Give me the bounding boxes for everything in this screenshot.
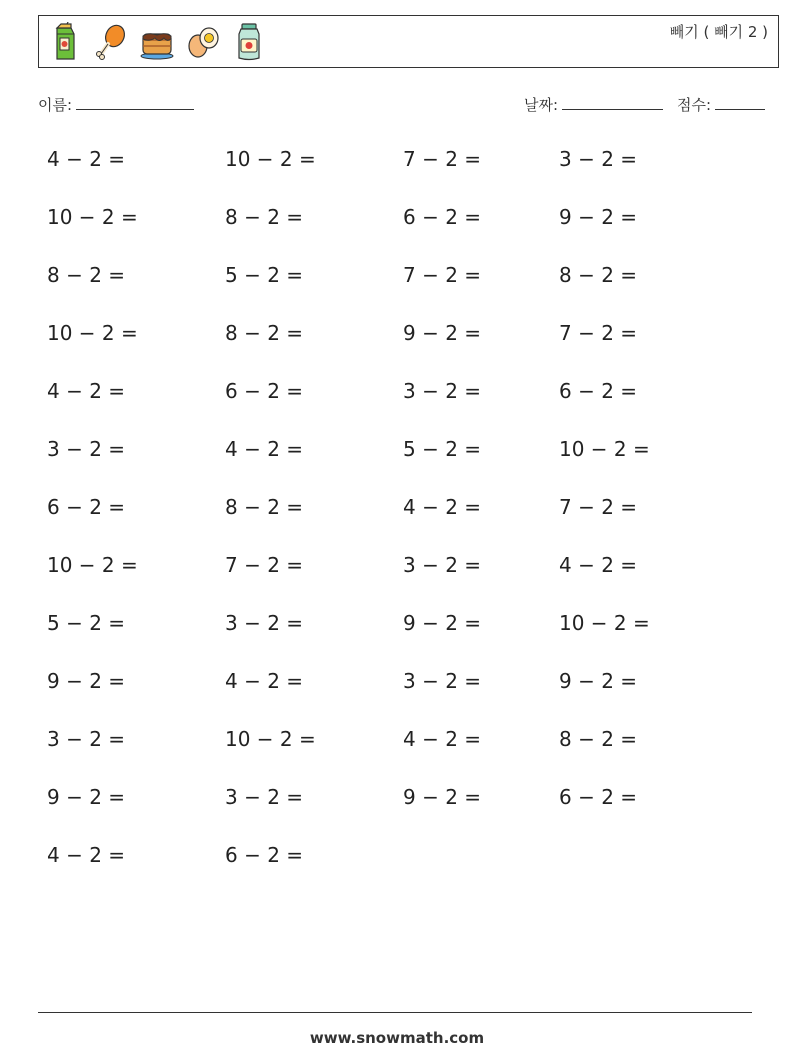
- problem-item: 4 − 2 =: [47, 379, 126, 403]
- problem-item: 6 − 2 =: [47, 495, 126, 519]
- problem-item: 10 − 2 =: [225, 147, 316, 171]
- jam-jar-icon: [231, 22, 267, 62]
- problem-item: 3 − 2 =: [403, 553, 482, 577]
- problem-item: 6 − 2 =: [559, 379, 638, 403]
- score-label: 점수:: [677, 96, 712, 114]
- problem-item: 3 − 2 =: [47, 727, 126, 751]
- problem-item: 8 − 2 =: [47, 263, 126, 287]
- footer-divider: [38, 1012, 752, 1013]
- problem-item: 4 − 2 =: [225, 669, 304, 693]
- problem-item: 9 − 2 =: [559, 669, 638, 693]
- problem-item: 3 − 2 =: [225, 611, 304, 635]
- date-field: [524, 94, 663, 115]
- juice-carton-icon: [47, 22, 83, 62]
- problem-item: 9 − 2 =: [559, 205, 638, 229]
- problem-item: 10 − 2 =: [47, 553, 138, 577]
- problem-item: 4 − 2 =: [559, 553, 638, 577]
- problem-item: 9 − 2 =: [403, 321, 482, 345]
- problem-item: 6 − 2 =: [559, 785, 638, 809]
- problem-item: 8 − 2 =: [559, 263, 638, 287]
- problem-item: 7 − 2 =: [225, 553, 304, 577]
- footer-url: www.snowmath.com: [309, 1029, 485, 1047]
- pancake-stack-icon: [139, 22, 175, 62]
- problem-item: 10 − 2 =: [559, 611, 650, 635]
- problem-item: 8 − 2 =: [559, 727, 638, 751]
- problem-item: 3 − 2 =: [403, 379, 482, 403]
- problem-item: 5 − 2 =: [47, 611, 126, 635]
- problem-item: 7 − 2 =: [403, 263, 482, 287]
- problem-item: 7 − 2 =: [403, 147, 482, 171]
- eggs-icon: [185, 22, 221, 62]
- problem-item: 9 − 2 =: [403, 611, 482, 635]
- problem-item: 4 − 2 =: [403, 495, 482, 519]
- problem-item: 4 − 2 =: [225, 437, 304, 461]
- problem-item: 5 − 2 =: [403, 437, 482, 461]
- problem-item: 8 − 2 =: [225, 205, 304, 229]
- worksheet-header: [38, 15, 779, 68]
- name-label: 이름:: [38, 96, 73, 114]
- problem-item: 6 − 2 =: [403, 205, 482, 229]
- problem-item: 9 − 2 =: [47, 785, 126, 809]
- problem-item: 10 − 2 =: [225, 727, 316, 751]
- problem-item: 7 − 2 =: [559, 321, 638, 345]
- problem-item: 6 − 2 =: [225, 843, 304, 867]
- name-blank[interactable]: [76, 94, 194, 110]
- problem-item: 8 − 2 =: [225, 321, 304, 345]
- problem-item: 5 − 2 =: [225, 263, 304, 287]
- problem-item: 7 − 2 =: [559, 495, 638, 519]
- problem-item: 10 − 2 =: [47, 321, 138, 345]
- problem-item: 3 − 2 =: [403, 669, 482, 693]
- header-icons: [47, 22, 267, 62]
- problem-item: 9 − 2 =: [47, 669, 126, 693]
- problem-item: 4 − 2 =: [47, 147, 126, 171]
- chicken-drumstick-icon: [93, 22, 129, 62]
- worksheet-title: 빼기 ( 빼기 2 ): [669, 23, 768, 41]
- problem-item: 10 − 2 =: [559, 437, 650, 461]
- name-field: [38, 94, 194, 115]
- date-label: 날짜:: [524, 96, 559, 114]
- score-blank[interactable]: [715, 94, 765, 110]
- problem-item: 10 − 2 =: [47, 205, 138, 229]
- problem-item: 3 − 2 =: [47, 437, 126, 461]
- problem-item: 3 − 2 =: [559, 147, 638, 171]
- problem-item: 4 − 2 =: [403, 727, 482, 751]
- problem-item: 9 − 2 =: [403, 785, 482, 809]
- problem-item: 3 − 2 =: [225, 785, 304, 809]
- problem-item: 4 − 2 =: [47, 843, 126, 867]
- score-field: [677, 94, 765, 115]
- date-blank[interactable]: [562, 94, 663, 110]
- problem-item: 6 − 2 =: [225, 379, 304, 403]
- problem-item: 8 − 2 =: [225, 495, 304, 519]
